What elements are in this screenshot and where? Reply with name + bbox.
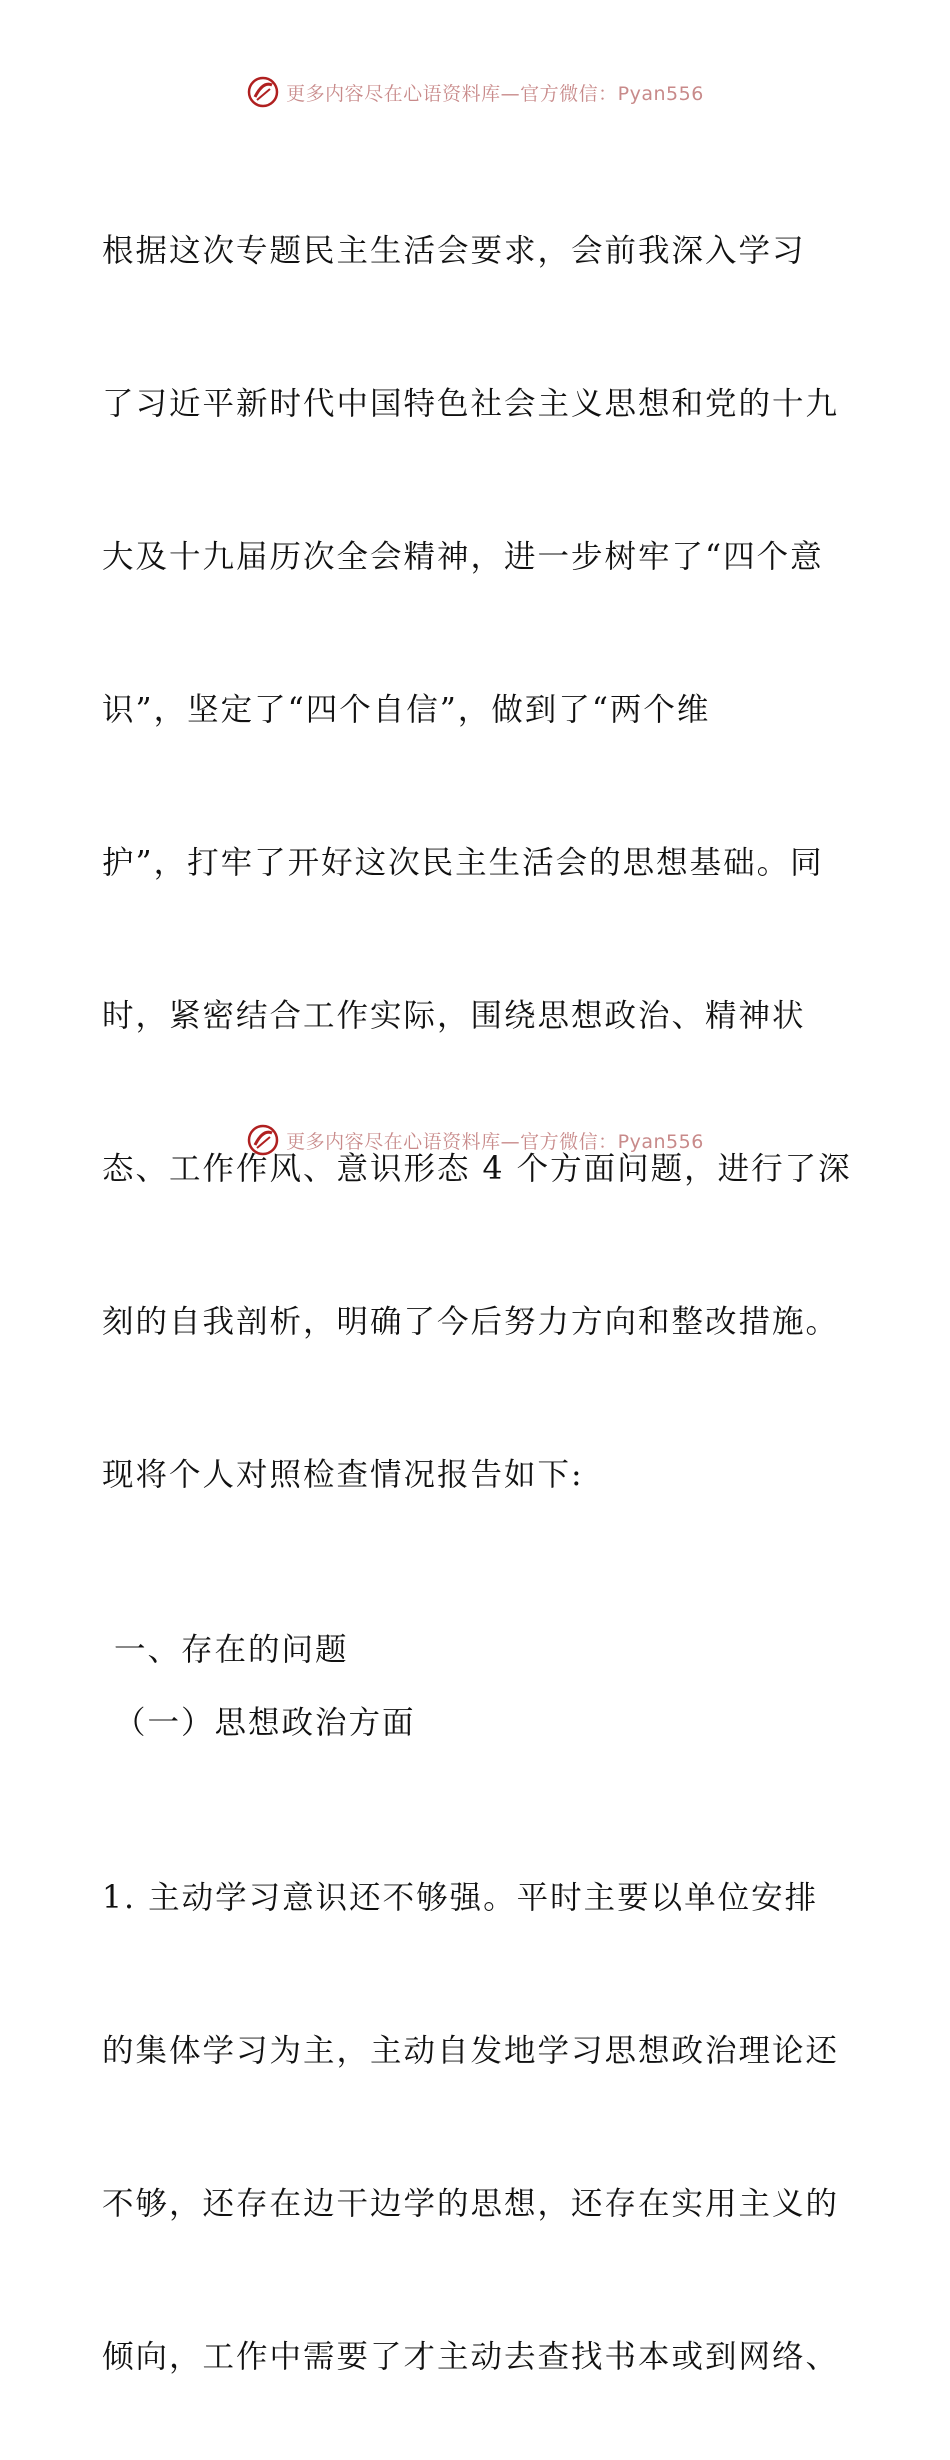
brand-logo-icon [246, 75, 280, 109]
text-line: 护”，打牢了开好这次民主生活会的思想基础。同 [102, 845, 824, 881]
text-line: 了习近平新时代中国特色社会主义思想和党的十九 [102, 386, 840, 422]
text-line: 识”，坚定了“四个自信”，做到了“两个维 [102, 692, 711, 728]
text-line: 刻的自我剖析，明确了今后努力方向和整改措施。 [102, 1304, 840, 1340]
intro-paragraph [102, 124, 852, 1603]
subsection-heading: （一）思想政治方面 [102, 1705, 416, 1741]
text-line: 时，紧密结合工作实际，围绕思想政治、精神状 [102, 998, 806, 1034]
text-line: 1. 主动学习意识还不够强。平时主要以单位安排 [102, 1880, 819, 1916]
section-heading: 一、存在的问题 [102, 1632, 349, 1668]
item-paragraph [102, 1771, 852, 2460]
text-line: 态、工作作风、意识形态 4 个方面问题，进行了深 [102, 1151, 852, 1187]
footer-banner-text: 更多内容尽在心语资料库—官方微信：Pyan556 [286, 1130, 704, 1153]
text-line: 现将个人对照检查情况报告如下: [102, 1457, 584, 1493]
text-line: 大及十九届历次全会精神，进一步树牢了“四个意 [102, 539, 824, 575]
footer-banner [0, 1120, 950, 1160]
text-line: 的集体学习为主，主动自发地学习思想政治理论还 [102, 2033, 840, 2069]
text-line: 根据这次专题民主生活会要求，会前我深入学习 [102, 233, 806, 269]
document-body [102, 124, 852, 2460]
header-banner-text: 更多内容尽在心语资料库—官方微信：Pyan556 [286, 82, 704, 105]
text-line: 倾向，工作中需要了才主动去查找书本或到网络、 [102, 2339, 840, 2375]
text-line: 不够，还存在边干边学的思想，还存在实用主义的 [102, 2186, 840, 2222]
header-banner [0, 72, 950, 112]
brand-logo-icon [246, 1123, 280, 1157]
